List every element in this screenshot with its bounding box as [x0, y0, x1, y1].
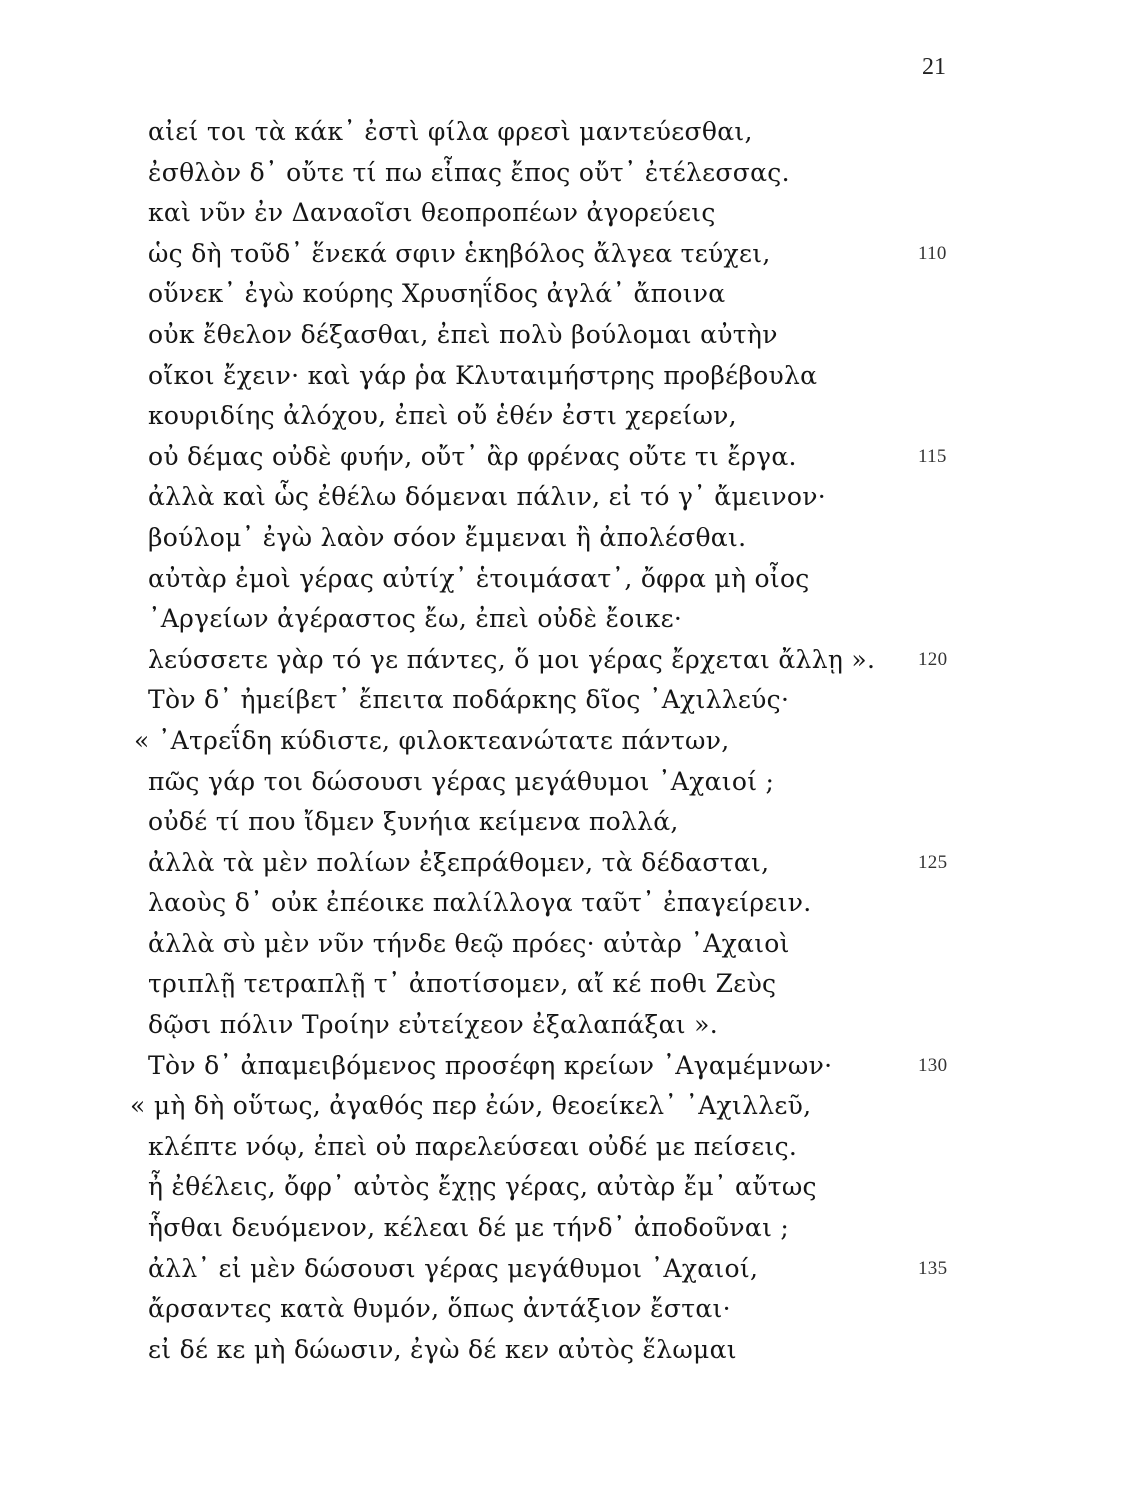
- verse-text: οὐδέ τί που ἴδμεν ξυνήια κείμενα πολλά,: [148, 807, 679, 837]
- line-number: 130: [918, 1054, 948, 1076]
- verse-line: [148, 1005, 948, 1046]
- verse-text: οὐκ ἔθελον δέξασθαι, ἐπεὶ πολὺ βούλομαι αὐτὴν: [148, 319, 778, 349]
- verse-line: [148, 315, 948, 356]
- verse-line: [148, 1289, 948, 1330]
- line-number: 135: [918, 1257, 948, 1279]
- line-number: 125: [918, 851, 948, 873]
- verse-text: αὐτὰρ ἐμοὶ γέρας αὐτίχ᾽ ἑτοιμάσατ᾽, ὄφρα μὴ οἶος: [148, 563, 810, 593]
- verse-text: ἐσθλὸν δ᾽ οὔτε τί πω εἶπας ἔπος οὔτ᾽ ἐτέλεσσας.: [148, 157, 790, 187]
- verse-text: λαοὺς δ᾽ οὐκ ἐπέοικε παλίλλογα ταῦτ᾽ ἐπαγείρειν.: [148, 888, 812, 918]
- verse-text: οἴκοι ἔχειν· καὶ γάρ ῥα Κλυταιμήστρης προβέβουλα: [148, 360, 818, 390]
- verse-text: « ᾿Ατρεΐδη κύδιστε, φιλοκτεανώτατε πάντων,: [134, 725, 730, 755]
- verse-line: [148, 1127, 948, 1168]
- verse-text: « μὴ δὴ οὕτως, ἀγαθός περ ἐών, θεοείκελ᾽ ᾿Αχιλλεῦ,: [130, 1091, 812, 1121]
- verse-text: ἀλλὰ σὺ μὲν νῦν τήνδε θεῷ πρόες· αὐτὰρ ᾿Αχαιοὶ: [148, 928, 790, 958]
- verse-line: [148, 762, 948, 803]
- verse-line: [148, 640, 948, 681]
- verse-line: [148, 1208, 948, 1249]
- verse-text: πῶς γάρ τοι δώσουσι γέρας μεγάθυμοι ᾿Αχαιοί ;: [148, 766, 775, 796]
- verse-text: λεύσσετε γὰρ τό γε πάντες, ὅ μοι γέρας ἔρχεται ἄλλῃ ».: [148, 644, 876, 674]
- line-number: 120: [918, 648, 948, 670]
- verse-line: [148, 843, 948, 884]
- verse-line: [148, 396, 948, 437]
- verse-text: Τὸν δ᾽ ἠμείβετ᾽ ἔπειτα ποδάρκης δῖος ᾿Αχιλλεύς·: [148, 685, 790, 715]
- verse-text: ᾿Αργείων ἀγέραστος ἔω, ἐπεὶ οὐδὲ ἔοικε·: [148, 604, 683, 634]
- page-number: 21: [922, 54, 946, 80]
- verse-text: οὐ δέμας οὐδὲ φυήν, οὔτ᾽ ἂρ φρένας οὔτε τι ἔργα.: [148, 441, 797, 471]
- verse-text: Τὸν δ᾽ ἀπαμειβόμενος προσέφη κρείων ᾿Αγαμέμνων·: [148, 1050, 833, 1080]
- verse-line: [148, 1046, 948, 1087]
- verse-text: καὶ νῦν ἐν Δαναοῖσι θεοπροπέων ἀγορεύεις: [148, 198, 716, 228]
- verse-text: δῷσι πόλιν Τροίην εὐτείχεον ἐξαλαπάξαι ».: [148, 1010, 718, 1040]
- verse-text: βούλομ᾽ ἐγὼ λαὸν σόον ἔμμεναι ἢ ἀπολέσθαι.: [148, 522, 747, 552]
- verse-text: ἀλλὰ τὰ μὲν πολίων ἐξεπράθομεν, τὰ δέδασται,: [148, 847, 770, 877]
- verse-line: [148, 153, 948, 194]
- verse-line: [148, 1167, 948, 1208]
- verse-line: [148, 193, 948, 234]
- verse-line: [148, 883, 948, 924]
- verse-line: [148, 680, 948, 721]
- verse-line: [134, 721, 948, 762]
- verse-text: ἀλλὰ καὶ ὧς ἐθέλω δόμεναι πάλιν, εἰ τό γ᾽ ἄμεινον·: [148, 482, 826, 512]
- verse-line: [148, 559, 948, 600]
- verse-text: τριπλῇ τετραπλῇ τ᾽ ἀποτίσομεν, αἴ κέ ποθι Ζεὺς: [148, 969, 777, 999]
- verse-text: κλέπτε νόῳ, ἐπεὶ οὐ παρελεύσεαι οὐδέ με πείσεις.: [148, 1131, 798, 1161]
- verse-line: [148, 924, 948, 965]
- verse-line: [148, 518, 948, 559]
- verse-text: ὡς δὴ τοῦδ᾽ ἕνεκά σφιν ἑκηβόλος ἄλγεα τεύχει,: [148, 238, 771, 268]
- verse-line: [148, 964, 948, 1005]
- verse-line: [148, 234, 948, 275]
- line-number: 115: [918, 445, 947, 467]
- verse-text: αἰεί τοι τὰ κάκ᾽ ἐστὶ φίλα φρεσὶ μαντεύεσθαι,: [148, 117, 753, 146]
- verse-line: [148, 1249, 948, 1290]
- verse-text: κουριδίης ἀλόχου, ἐπεὶ οὔ ἑθέν ἐστι χερείων,: [148, 401, 737, 431]
- verse-line: [148, 477, 948, 518]
- line-number: 110: [918, 242, 947, 264]
- verse-text: ἦ ἐθέλεις, ὄφρ᾽ αὐτὸς ἔχῃς γέρας, αὐτὰρ ἔμ᾽ αὔτως: [148, 1172, 817, 1202]
- verse-line: [148, 802, 948, 843]
- verse-text: ἀλλ᾽ εἰ μὲν δώσουσι γέρας μεγάθυμοι ᾿Αχαιοί,: [148, 1253, 759, 1283]
- verse-text: ἧσθαι δευόμενον, κέλεαι δέ με τήνδ᾽ ἀποδοῦναι ;: [148, 1213, 790, 1243]
- verse-line: [148, 112, 948, 153]
- verse-text: οὕνεκ᾽ ἐγὼ κούρης Χρυσηΐδος ἀγλά᾽ ἄποινα: [148, 279, 726, 309]
- verse-line: [148, 599, 948, 640]
- verse-block: [130, 112, 948, 1370]
- verse-line: [148, 437, 948, 478]
- verse-line: [148, 356, 948, 397]
- verse-line: [148, 1330, 948, 1371]
- verse-line: [130, 1086, 948, 1127]
- verse-line: [148, 274, 948, 315]
- verse-text: εἰ δέ κε μὴ δώωσιν, ἐγὼ δέ κεν αὐτὸς ἕλωμαι: [148, 1334, 737, 1364]
- verse-text: ἄρσαντες κατὰ θυμόν, ὅπως ἀντάξιον ἔσται·: [148, 1294, 731, 1324]
